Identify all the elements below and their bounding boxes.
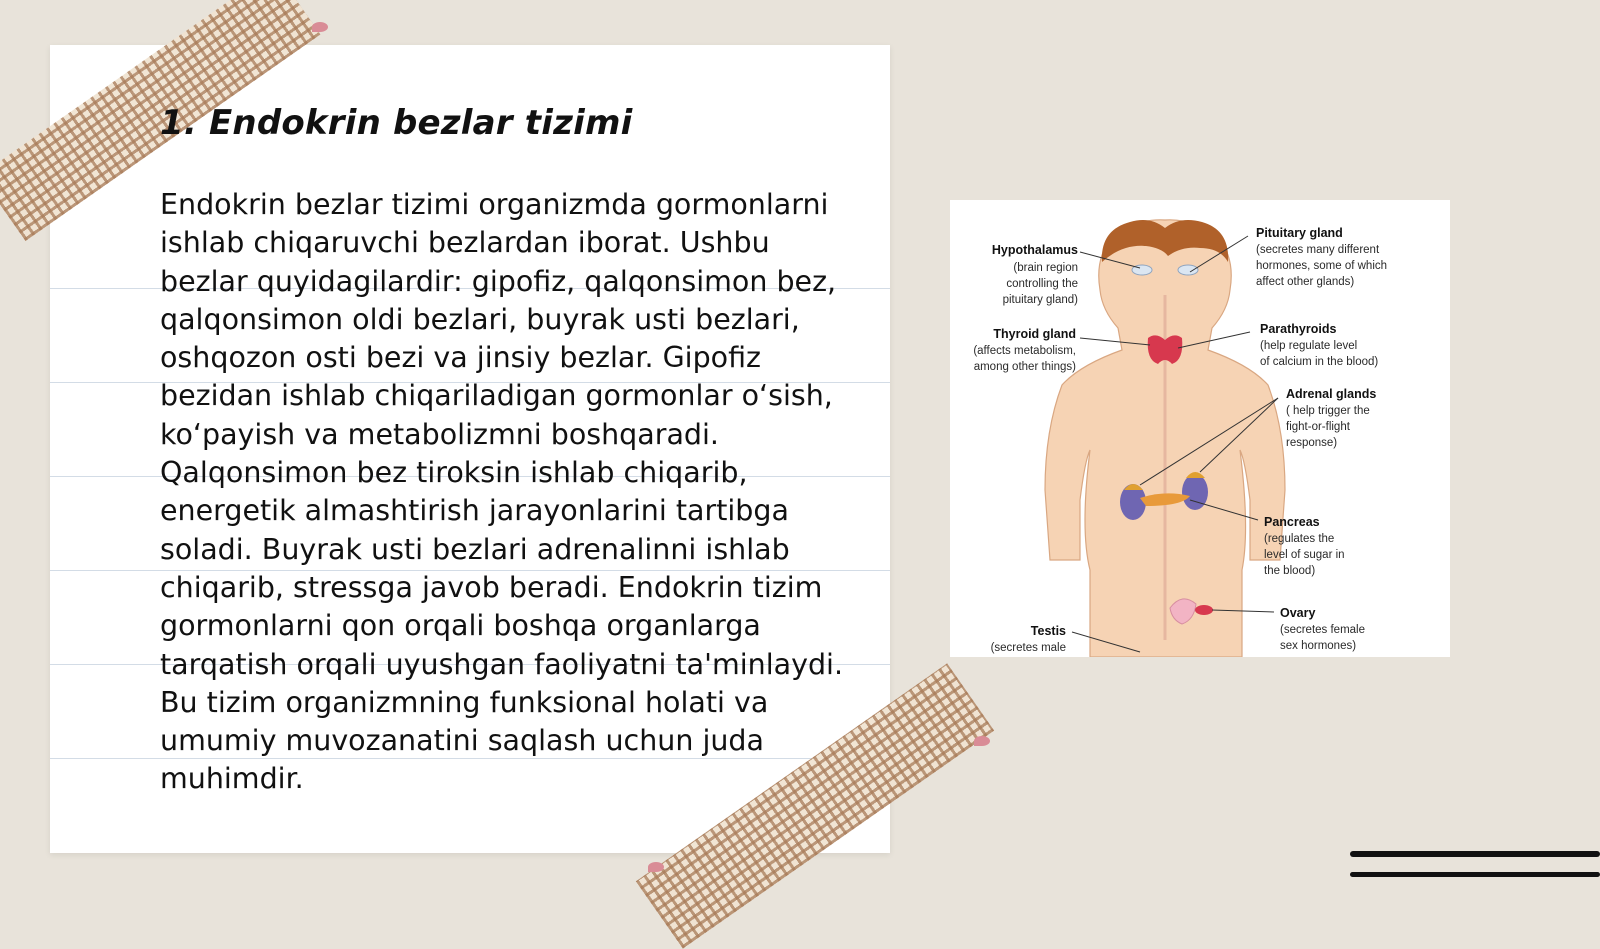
endocrine-diagram xyxy=(950,200,1450,657)
label-desc: (regulates the xyxy=(1264,533,1335,545)
label-ovary: Ovary xyxy=(1280,606,1316,620)
tape-corner-mark xyxy=(312,22,328,32)
tape-corner-mark xyxy=(648,862,664,872)
ovary-mark xyxy=(1195,605,1213,615)
label-desc: (help regulate level xyxy=(1260,340,1358,352)
label-pancreas: Pancreas xyxy=(1264,515,1320,529)
label-testis: Testis xyxy=(1030,624,1066,638)
label-desc: (brain region xyxy=(1013,262,1078,274)
label-desc: response) xyxy=(1286,437,1338,449)
label-desc: sex hormones) xyxy=(1280,640,1357,652)
label-desc: pituitary gland) xyxy=(1002,294,1078,306)
label-desc: hormones, some of which xyxy=(1256,260,1388,272)
label-desc: the blood) xyxy=(1264,565,1316,577)
label-desc: level of sugar in xyxy=(1264,549,1345,561)
tape-corner-mark xyxy=(974,736,990,746)
label-desc: of calcium in the blood) xyxy=(1260,356,1379,368)
label-desc: (secretes male xyxy=(990,642,1066,654)
label-hypothalamus: Hypothalamus xyxy=(991,243,1078,257)
label-desc: (secretes female xyxy=(1280,624,1366,636)
label-desc: controlling the xyxy=(1006,278,1078,290)
eye-right xyxy=(1178,265,1198,275)
label-desc: among other things) xyxy=(973,361,1076,373)
decorative-stroke xyxy=(1350,872,1600,877)
endocrine-system-figure xyxy=(950,200,1450,657)
label-desc: ( help trigger the xyxy=(1286,405,1370,417)
label-pituitary: Pituitary gland xyxy=(1256,226,1343,240)
label-adrenal: Adrenal glands xyxy=(1286,387,1377,401)
label-desc: (affects metabolism, xyxy=(973,345,1076,357)
label-desc: (secretes many different xyxy=(1256,244,1380,256)
label-desc: affect other glands) xyxy=(1256,276,1355,288)
label-parathyroids: Parathyroids xyxy=(1260,322,1337,336)
label-thyroid: Thyroid gland xyxy=(993,327,1076,341)
slide-title: 1. Endokrin bezlar tizimi xyxy=(160,103,633,143)
decorative-stroke xyxy=(1350,851,1600,857)
label-desc: fight-or-flight xyxy=(1286,421,1350,433)
slide-body-text: Endokrin bezlar tizimi organizmda gormonlarni ishlab chiqaruvchi bezlardan iborat. Ushbu bezlar quyidagilardir: gipofiz, qalqonsimon bez, qalqonsimon oldi bezlari, buyrak usti bezlari, oshqozon osti bezi va jinsiy bezlar. Gipofiz bezidan ishlab chiqariladigan gormonlar o‘sish, ko‘payish va metabolizmni boshqaradi. Qalqonsimon bez tiroksin ishlab chiqarib, energetik almashtirish jarayonlarini tartibga soladi. Buyrak usti bezlari adrenalinni ishlab chiqarib, stressga javob beradi. Endokrin tizim gormonlarni qon orqali boshqa organlarga tarqatish orqali uyushgan faoliyatni ta'minlaydi. Bu tizim organizmning funksional holati va umumiy muvozanatini saqlash uchun juda muhimdir. xyxy=(160,188,844,796)
